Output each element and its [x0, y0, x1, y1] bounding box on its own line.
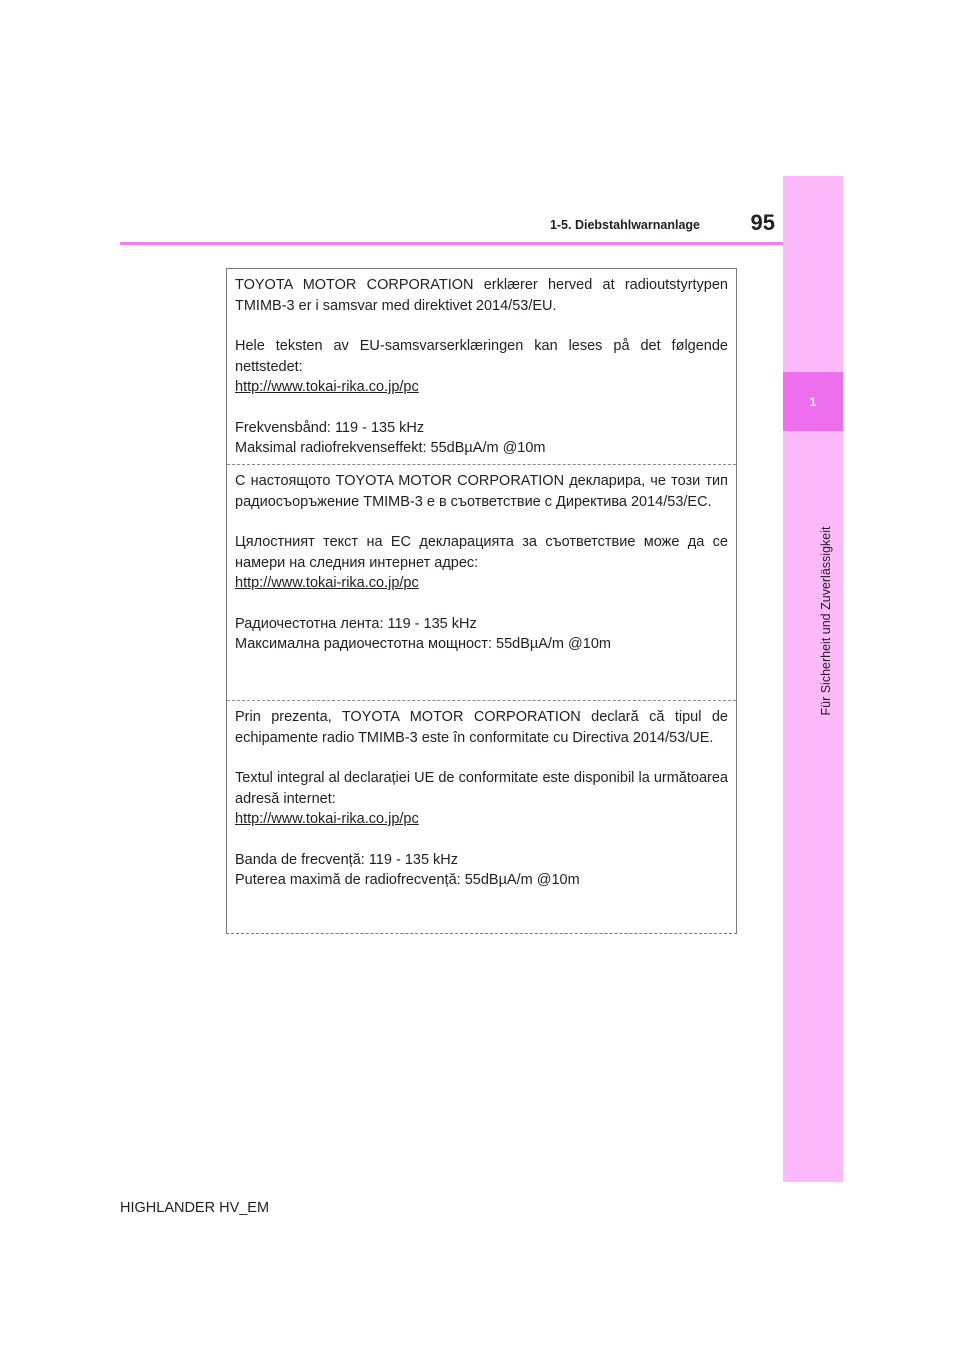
max-power: Puterea maximă de radiofrecvență: 55dBµA/m @10m: [235, 872, 580, 888]
declaration-text: TOYOTA MOTOR CORPORATION erklærer herved at radioutstyrtypen TMIMB-3 er i samsvar med direktivet 2014/53/EU.: [235, 277, 728, 314]
section-title: 1-5. Diebstahlwarnanlage: [549, 218, 700, 232]
max-power: Максимална радиочестотна мощност: 55dBµA/m @10m: [235, 636, 611, 652]
fulltext-note: Цялостният текст на ЕС декларацията за съответствие може да се намери на следния интернет адрес:: [235, 534, 728, 571]
chapter-title-wrapper: [813, 431, 833, 811]
frequency-band: Banda de frecvență: 119 - 135 kHz: [235, 851, 459, 868]
spec-paragraph: [235, 614, 728, 655]
max-power: Maksimal radiofrekvenseffekt: 55dBµA/m @10m: [235, 440, 546, 456]
declaration-text: Prin prezenta, TOYOTA MOTOR CORPORATION declară că tipul de echipamente radio TMIMB-3 este în conformitate cu Directiva 2014/53/UE.: [235, 709, 728, 746]
declaration-section-romanian: [227, 701, 736, 933]
chapter-side-tab: [783, 176, 843, 1182]
declaration-section-norwegian: [227, 269, 736, 465]
frequency-band: Frekvensbånd: 119 - 135 kHz: [235, 419, 425, 436]
chapter-number: 1: [783, 372, 843, 431]
declaration-link[interactable]: http://www.tokai-rika.co.jp/pc: [235, 379, 419, 395]
fulltext-note: Textul integral al declarației UE de conformitate este disponibil la următoarea adresă internet:: [235, 770, 728, 807]
frequency-band: Радиочестотна лента: 119 - 135 kHz: [235, 615, 477, 632]
fulltext-paragraph: [235, 768, 728, 830]
fulltext-note: Hele teksten av EU-samsvarserklæringen kan leses på det følgende nettstedet:: [235, 338, 728, 375]
fulltext-paragraph: [235, 532, 728, 594]
spec-paragraph: [235, 850, 728, 891]
fulltext-paragraph: [235, 336, 728, 398]
declaration-link[interactable]: http://www.tokai-rika.co.jp/pc: [235, 811, 419, 827]
declaration-section-bulgarian: [227, 465, 736, 701]
declaration-box: [226, 268, 737, 934]
spec-paragraph: [235, 418, 728, 459]
declaration-link[interactable]: http://www.tokai-rika.co.jp/pc: [235, 575, 419, 591]
header-divider: [120, 242, 783, 245]
model-footer: HIGHLANDER HV_EM: [120, 1200, 270, 1216]
chapter-title: Für Sicherheit und Zuverlässigkeit: [819, 526, 833, 716]
page-number: 95: [750, 210, 775, 235]
declaration-text: С настоящото TOYOTA MOTOR CORPORATION декларира, че този тип радиосъоръжение TMIMB-3 е в съответствие с Директива 2014/53/ЕС.: [235, 473, 728, 510]
